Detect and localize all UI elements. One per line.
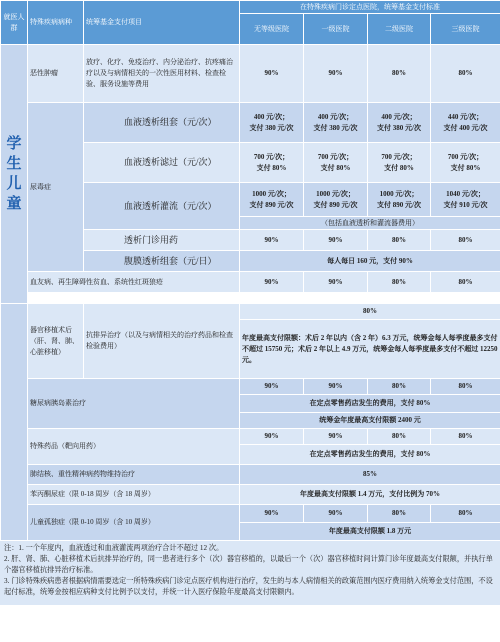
transplant-text: 年度最高支付限额：术后 2 年以内（含 2 年）6.3 万元，统筹金每人每季度最多支付不超过 15750 元；术后 2 年以上 4.9 万元，统筹金每人每季度最多支付不超过 12250 元。 (240, 320, 500, 379)
rate-blood-2: 80% (368, 272, 431, 293)
cell-hemo-3: 440 元/次； 支付 400 元/次 (431, 103, 500, 143)
group-student: 学生儿童 (1, 45, 28, 304)
rate-malignant-2: 80% (368, 45, 431, 103)
rate-aut-0: 90% (240, 505, 304, 523)
header-item: 统筹基金支付项目 (84, 1, 240, 45)
rate-sd-0: 90% (240, 429, 304, 445)
item-transplant: 抗排异治疗（以及与病情相关的治疗药品和检查检验费用） (84, 304, 240, 379)
rate-aut-1: 90% (304, 505, 368, 523)
rate-blood-1: 90% (304, 272, 368, 293)
cell-hemo-0: 400 元/次； 支付 380 元/次 (240, 103, 304, 143)
disease-diabetes: 糖尿病胰岛素治疗 (28, 379, 240, 429)
cell-filt-0: 700 元/次； 支付 80% (240, 143, 304, 183)
cell-hemo-1: 400 元/次； 支付 380 元/次 (304, 103, 368, 143)
note-1: 注：1. 一个年度内，血液透过和血液灌流两项治疗合计不超过 12 次。 (4, 544, 224, 552)
rate-dia-2: 80% (368, 379, 431, 395)
notes (0, 541, 500, 605)
disease-transplant: 器官移植术后（肝、肾、肺、心脏移植） (28, 304, 84, 379)
header-standard: 在特殊疾病门诊定点医院，统筹基金支付标准 (240, 1, 500, 14)
item-malignant: 放疗、化疗、免疫治疗、内分泌治疗、抗疼痛治疗以及与病情相关的一次性医用材料、检查检验、服务设施等费用 (84, 45, 240, 103)
rate-blood-3: 80% (431, 272, 500, 293)
rate-drug-3: 80% (431, 230, 500, 251)
rate-malignant-1: 90% (304, 45, 368, 103)
rate-drug-2: 80% (368, 230, 431, 251)
rate-aut-2: 80% (368, 505, 431, 523)
header-disease: 特殊疾病病种 (28, 1, 84, 45)
autism-limit: 年度最高支付限额 1.8 万元 (240, 523, 500, 541)
header-level-3: 三级医院 (431, 14, 500, 45)
note-3: 3. 门诊特殊疾病患者根据病情需要选定一所特殊疾病门诊定点医疗机构进行治疗，发生的与本人病情相关的政策范围内医疗费用纳入统筹金支付范围，不设起付标准，统筹金按相应病种支付比例予以支付，并统一计入医疗保险年度最高支付限额内。 (4, 577, 493, 596)
perfusion-note: （包括血液透析和灌流器费用） (240, 217, 500, 230)
rate-drug-0: 90% (240, 230, 304, 251)
rate-blood-0: 90% (240, 272, 304, 293)
rate-drug-1: 90% (304, 230, 368, 251)
pku-text: 年度最高支付限额 1.4 万元，支付比例为 70% (240, 485, 500, 505)
header-level-2: 二级医院 (368, 14, 431, 45)
cell-hemo-2: 400 元/次； 支付 380 元/次 (368, 103, 431, 143)
cell-filt-3: 700 元/次； 支付 80% (431, 143, 500, 183)
header-level-0: 无等级医院 (240, 14, 304, 45)
cell-perf-0: 1000 元/次； 支付 890 元/次 (240, 183, 304, 217)
peritoneal-text: 每人每日 160 元，支付 90% (240, 251, 500, 272)
disease-pku: 苯丙酮尿症（限 0-18 周岁（含 18 周岁） (28, 485, 240, 505)
cell-filt-2: 700 元/次； 支付 80% (368, 143, 431, 183)
item-peritoneal: 腹膜透析组套（元/日） (84, 251, 240, 272)
rate-transplant: 80% (240, 304, 500, 320)
item-filtration: 血液透析滤过（元/次） (84, 143, 240, 183)
disease-special-drug: 特殊药品（靶向用药） (28, 429, 240, 465)
item-outpatient-drug: 透析门诊用药 (84, 230, 240, 251)
group-section2 (1, 304, 28, 541)
disease-malignant: 恶性肿瘤 (28, 45, 84, 103)
diabetes-limit: 统筹金年度最高支付限额 2400 元 (240, 413, 500, 429)
rate-sd-1: 90% (304, 429, 368, 445)
cell-perf-2: 1000 元/次； 支付 890 元/次 (368, 183, 431, 217)
cell-perf-1: 1000 元/次； 支付 890 元/次 (304, 183, 368, 217)
rate-aut-3: 80% (431, 505, 500, 523)
rate-tb: 85% (240, 465, 500, 485)
header-population: 就医人群 (1, 1, 28, 45)
disease-uremia: 尿毒症 (28, 103, 84, 272)
note-2: 2. 肝、肾、肺、心脏移植术后抗排异治疗的，同一患者进行多个（次）器官移植的，以最后一个（次）器官移植时间计算门诊年度最高支付限额，并执行单个器官移植抗排异治疗标准。 (4, 555, 493, 574)
rate-dia-3: 80% (431, 379, 500, 395)
rate-sd-2: 80% (368, 429, 431, 445)
rate-dia-0: 90% (240, 379, 304, 395)
item-perfusion: 血液透析灌流（元/次） (84, 183, 240, 230)
disease-autism: 儿童孤独症（限 0-10 周岁（含 10 周岁） (28, 505, 240, 541)
disease-tb: 肺结核、重性精神病药物维持治疗 (28, 465, 240, 485)
rate-dia-1: 90% (304, 379, 368, 395)
cell-filt-1: 700 元/次； 支付 80% (304, 143, 368, 183)
diabetes-pharmacy: 在定点零售药店发生的费用，支付 80% (240, 395, 500, 413)
rate-malignant-0: 90% (240, 45, 304, 103)
disease-blood: 血友病、再生障碍性贫血、系统性红斑狼疮 (28, 272, 240, 293)
rate-sd-3: 80% (431, 429, 500, 445)
rate-malignant-3: 80% (431, 45, 500, 103)
item-hemodialysis: 血液透析组套（元/次） (84, 103, 240, 143)
special-drug-pharmacy: 在定点零售药店发生的费用，支付 80% (240, 445, 500, 465)
header-level-1: 一级医院 (304, 14, 368, 45)
cell-perf-3: 1040 元/次； 支付 910 元/次 (431, 183, 500, 217)
